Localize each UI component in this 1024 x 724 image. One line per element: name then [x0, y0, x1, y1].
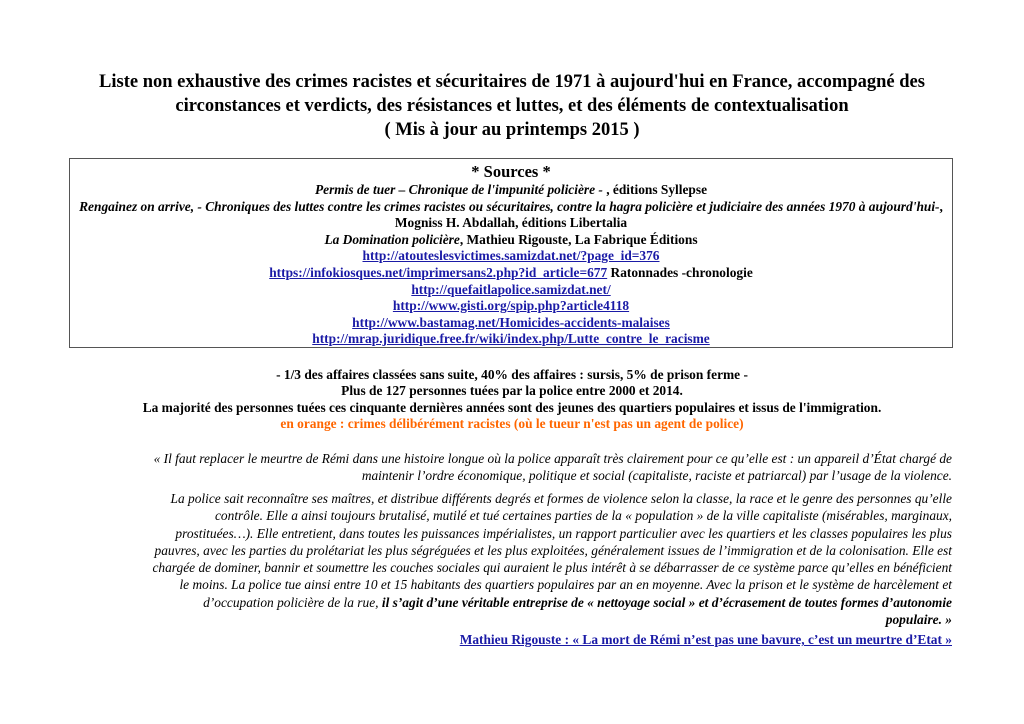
- quote-paragraph-2: [72, 490, 952, 628]
- stats-line-2: Plus de 127 personnes tuées par la police entre 2000 et 2014.: [341, 383, 683, 399]
- source-link-5[interactable]: http://www.bastamag.net/Homicides-accidents-malaises: [352, 314, 670, 330]
- source-book-1-title: Permis de tuer – Chronique de l'impunité policière -: [314, 182, 607, 197]
- stats-line-3: La majorité des personnes tuées ces cinquante dernières années sont des jeunes des quartiers populaires et issus de l'immigration.: [142, 399, 882, 415]
- source-book-1-publisher: , éditions Syllepse: [606, 182, 708, 197]
- orange-legend: en orange : crimes délibérément racistes (où le tueur n'est pas un agent de police): [280, 415, 744, 431]
- source-link-1[interactable]: http://atouteslesvictimes.samizdat.net/?page_id=376: [362, 248, 660, 264]
- sources-heading: * Sources *: [471, 162, 551, 181]
- quote-p2-line-6: le moins. La police tue ainsi entre 10 et 15 habitants des quartiers populaires par an en moyenne. Avec la prison et le système de harcèlement et: [179, 577, 952, 593]
- source-book-3-publisher: , Mathieu Rigouste, La Fabrique Éditions: [459, 231, 698, 247]
- title-line-2: circonstances et verdicts, des résistances et luttes, et des éléments de contextualisation: [175, 96, 849, 116]
- document-title: [60, 70, 964, 142]
- source-link-4[interactable]: http://www.gisti.org/spip.php?article4118: [392, 298, 630, 314]
- title-line-1: Liste non exhaustive des crimes racistes et sécuritaires de 1971 à aujourd'hui en France, accompagné des: [99, 72, 925, 92]
- quote-p2-line-7-normal: d’occupation policière de la rue,: [203, 594, 382, 610]
- quote-p2-line-8: populaire. »: [885, 612, 952, 628]
- quote-p2-line-7: [72, 594, 952, 611]
- source-link-3[interactable]: http://quefaitlapolice.samizdat.net/: [411, 281, 611, 297]
- quote-p1-line-1: « Il faut replacer le meurtre de Rémi dans une histoire longue où la police apparaît très clairement pour ce qu’elle est : un appareil d’État chargé de: [153, 451, 952, 466]
- quote-p2-line-2: contrôle. Elle a ainsi toujours brutalisé, mutilé et tué certaines parties de la « population » de la ville capitaliste (misérables, marginaux,: [214, 508, 952, 524]
- quote-p2-line-4: pauvres, avec les parties du prolétariat les plus ségréguées et les plus exploitées, généralement issues de l’immigration et de la colonisation. Elle est: [154, 542, 952, 558]
- source-link-2-suffix: Ratonnades -chronologie: [607, 264, 753, 280]
- source-book-3-title: La Domination policière: [324, 231, 460, 247]
- quote-p2-line-1: La police sait reconnaître ses maîtres, et distribue différents degrés et formes de violence selon la classe, la race et le genre des personnes qu’elle: [170, 491, 952, 506]
- quote-p2-line-3: prostituées…). Elle entretient, dans toutes les puissances impérialistes, un rapport particulier avec les quartiers et les classes populaires les plus: [175, 525, 952, 541]
- source-book-3: [70, 232, 952, 249]
- quote-p1-line-2: maintenir l’ordre économique, politique et social (capitaliste, raciste et patriarcal) par l’usage de la violence.: [361, 468, 952, 484]
- quote-paragraph-1: [72, 450, 952, 485]
- source-book-1: [70, 182, 952, 199]
- stats-line-1: - 1/3 des affaires classées sans suite, 40% des affaires : sursis, 5% de prison ferme -: [276, 367, 748, 382]
- quote-p2-line-5: chargée de dominer, bannir et soumettre les couches sociales qui auraient le plus intérêt à se débarrasser de ce système parce qu’elles en bénéficient: [152, 560, 952, 576]
- source-link-2[interactable]: https://infokiosques.net/imprimersans2.php?id_article=677: [269, 264, 608, 280]
- quote-p2-line-7-bold: il s’agit d’une véritable entreprise de « nettoyage social » et d’écrasement de toutes formes d’autonomie: [381, 594, 952, 610]
- sources-box: [69, 158, 953, 348]
- title-line-3: ( Mis à jour au printemps 2015 ): [384, 120, 640, 140]
- attribution-link[interactable]: Mathieu Rigouste : « La mort de Rémi n’est pas une bavure, c’est un meurtre d’Etat »: [459, 632, 952, 647]
- statistics-block: [60, 367, 964, 432]
- source-book-2: [70, 199, 952, 232]
- source-book-2-publisher: , Mogniss H. Abdallah, éditions Libertalia: [394, 198, 943, 231]
- source-link-6[interactable]: http://mrap.juridique.free.fr/wiki/index.php/Lutte_contre_le_racisme: [312, 331, 710, 347]
- source-book-2-title: Rengainez on arrive, - Chroniques des luttes contre les crimes racistes ou sécuritaires, contre la hagra policière et judiciaire des années 1970 à aujourd'hui-: [79, 198, 940, 214]
